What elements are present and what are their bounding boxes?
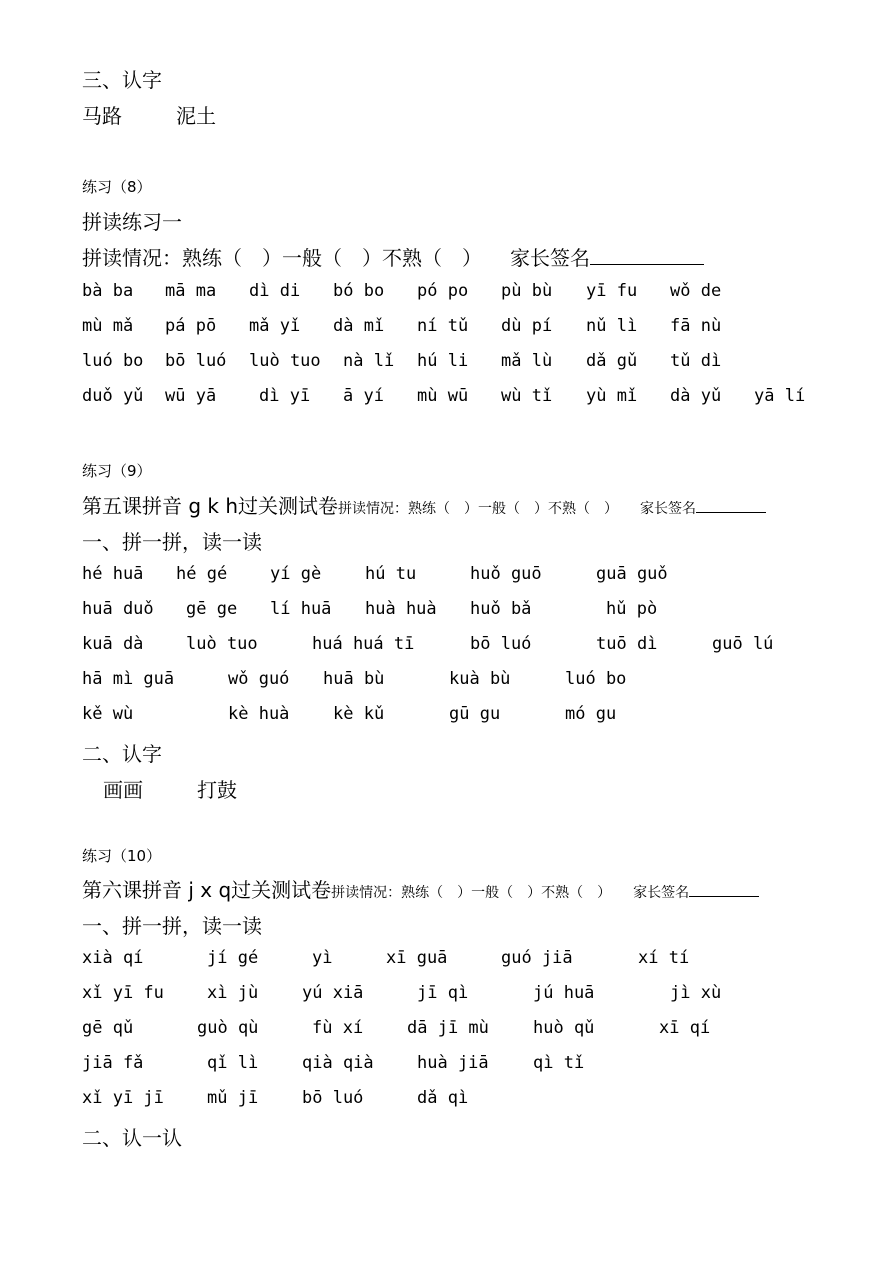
pinyin-cell: huò qǔ <box>533 1018 595 1038</box>
pinyin-cell: qià qià <box>302 1053 374 1073</box>
pinyin-cell: ní tǔ <box>417 316 469 336</box>
pinyin-cell: wū yā <box>165 386 217 406</box>
parent-signature-label: 家长签名 <box>633 885 690 901</box>
pinyin-cell: bō luó <box>165 351 227 371</box>
pinyin-cell: xǐ yī jī <box>82 1088 164 1108</box>
word-item: 画画 <box>103 778 143 802</box>
pinyin-cell: huǒ bǎ <box>470 599 532 619</box>
pinyin-cell: bō luó <box>470 634 532 654</box>
pinyin-cell: gē qǔ <box>82 1018 134 1038</box>
pinyin-cell: yú xiā <box>302 983 364 1003</box>
test-title-row <box>82 874 759 903</box>
pinyin-cell: kè huà <box>228 704 290 724</box>
exercise-subtitle: 拼读练习一 <box>82 210 182 234</box>
pinyin-cell: ā yí <box>343 386 384 406</box>
pinyin-cell: wǒ guó <box>228 669 290 689</box>
pinyin-cell: qǐ lì <box>207 1053 259 1073</box>
pinyin-cell: xì jù <box>207 983 259 1003</box>
pinyin-cell: huā bù <box>323 669 385 689</box>
pinyin-cell: guā guǒ <box>596 564 668 584</box>
pinyin-cell: mā ma <box>165 281 217 301</box>
pinyin-cell: yù mǐ <box>586 386 638 406</box>
pinyin-cell: huǒ guō <box>470 564 542 584</box>
status-text: 拼读情况：熟练（ ）一般（ ）不熟（ ） <box>82 246 482 270</box>
pinyin-cell: jiā fǎ <box>82 1053 144 1073</box>
pinyin-cell: hé huā <box>82 564 144 584</box>
pinyin-cell: dà yǔ <box>670 386 722 406</box>
pinyin-cell: duǒ yǔ <box>82 386 144 406</box>
word-item: 打鼓 <box>197 778 237 802</box>
pinyin-cell: hā mì guā <box>82 669 175 689</box>
pinyin-cell: kuà bù <box>449 669 511 689</box>
pinyin-cell: fù xí <box>312 1018 364 1038</box>
pinyin-cell: kě wù <box>82 704 134 724</box>
reading-status <box>82 242 704 271</box>
lesson-title: 第五课拼音 g k h过关测试卷 <box>82 494 339 518</box>
pinyin-cell: jī qì <box>417 983 469 1003</box>
pinyin-cell: mù mǎ <box>82 316 134 336</box>
pinyin-cell: pó po <box>417 281 469 301</box>
pinyin-cell: bà ba <box>82 281 134 301</box>
pinyin-cell: jì xù <box>670 983 722 1003</box>
pinyin-cell: nǔ lì <box>586 316 638 336</box>
pinyin-cell: jú huā <box>533 983 595 1003</box>
part-heading: 一、拼一拼，读一读 <box>82 530 262 554</box>
status-text: 拼读情况：熟练（ ）一般（ ）不熟（ ） <box>338 501 619 517</box>
pinyin-cell: lí huā <box>270 599 332 619</box>
pinyin-cell: jí gé <box>207 948 259 968</box>
pinyin-cell: fā nù <box>670 316 722 336</box>
pinyin-cell: huā duǒ <box>82 599 154 619</box>
pinyin-cell: yī fu <box>586 281 638 301</box>
pinyin-cell: bó bo <box>333 281 385 301</box>
pinyin-cell: hǔ pò <box>606 599 658 619</box>
pinyin-cell: xí tí <box>638 948 690 968</box>
pinyin-cell: dà mǐ <box>333 316 385 336</box>
pinyin-cell: hú tu <box>365 564 417 584</box>
pinyin-cell: pù bù <box>501 281 553 301</box>
word-item: 马路 <box>82 104 122 128</box>
pinyin-cell: yā lí <box>754 386 806 406</box>
part-heading: 一、拼一拼，读一读 <box>82 914 262 938</box>
pinyin-cell: hú li <box>417 351 469 371</box>
pinyin-cell: gū gu <box>449 704 501 724</box>
pinyin-cell: xià qí <box>82 948 144 968</box>
pinyin-cell: xī qí <box>659 1018 711 1038</box>
pinyin-cell: mǎ yǐ <box>249 316 301 336</box>
signature-blank[interactable] <box>689 896 759 897</box>
pinyin-cell: dù pí <box>501 316 553 336</box>
pinyin-cell: pá pō <box>165 316 217 336</box>
pinyin-cell: xǐ yī fu <box>82 983 164 1003</box>
pinyin-cell: guò qù <box>197 1018 259 1038</box>
pinyin-cell: huá huá tī <box>312 634 415 654</box>
section-heading: 三、认字 <box>82 68 162 92</box>
pinyin-cell: dǎ qì <box>417 1088 469 1108</box>
pinyin-cell: huà huà <box>365 599 437 619</box>
signature-blank[interactable] <box>696 512 766 513</box>
pinyin-cell: luò tuo <box>249 351 321 371</box>
test-title-row <box>82 490 766 519</box>
pinyin-cell: mǔ jī <box>207 1088 259 1108</box>
pinyin-cell: luò tuo <box>186 634 258 654</box>
pinyin-cell: luó bo <box>82 351 144 371</box>
pinyin-cell: mǎ lù <box>501 351 553 371</box>
pinyin-cell: kuā dà <box>82 634 144 654</box>
pinyin-cell: bō luó <box>302 1088 364 1108</box>
exercise-title: 练习（8） <box>82 178 152 196</box>
parent-signature-label: 家长签名 <box>510 246 590 270</box>
pinyin-cell: wù tǐ <box>501 386 553 406</box>
status-text: 拼读情况：熟练（ ）一般（ ）不熟（ ） <box>331 885 612 901</box>
pinyin-cell: tǔ dì <box>670 351 722 371</box>
pinyin-cell: yì <box>312 948 333 968</box>
pinyin-cell: nà lǐ <box>343 351 395 371</box>
pinyin-cell: gē ge <box>186 599 238 619</box>
pinyin-cell: tuō dì <box>596 634 658 654</box>
pinyin-cell: guó jiā <box>501 948 573 968</box>
part-heading: 二、认一认 <box>82 1126 182 1150</box>
signature-blank[interactable] <box>590 264 704 265</box>
pinyin-cell: dì yī <box>259 386 311 406</box>
part-heading: 二、认字 <box>82 742 162 766</box>
pinyin-cell: huà jiā <box>417 1053 489 1073</box>
parent-signature-label: 家长签名 <box>640 501 697 517</box>
pinyin-cell: dā jī mù <box>407 1018 489 1038</box>
pinyin-cell: xī guā <box>386 948 448 968</box>
pinyin-cell: mó gu <box>565 704 617 724</box>
pinyin-cell: guō lú <box>712 634 774 654</box>
pinyin-cell: yí gè <box>270 564 322 584</box>
pinyin-cell: dǎ gǔ <box>586 351 638 371</box>
pinyin-cell: dì di <box>249 281 301 301</box>
pinyin-cell: mù wū <box>417 386 469 406</box>
exercise-title: 练习（9） <box>82 462 152 480</box>
word-item: 泥土 <box>176 104 216 128</box>
pinyin-cell: qì tǐ <box>533 1053 585 1073</box>
pinyin-cell: luó bo <box>565 669 627 689</box>
pinyin-cell: hé gé <box>176 564 228 584</box>
pinyin-cell: wǒ de <box>670 281 722 301</box>
exercise-title: 练习（10） <box>82 847 162 865</box>
pinyin-cell: kè kǔ <box>333 704 385 724</box>
lesson-title: 第六课拼音 j x q过关测试卷 <box>82 878 332 902</box>
